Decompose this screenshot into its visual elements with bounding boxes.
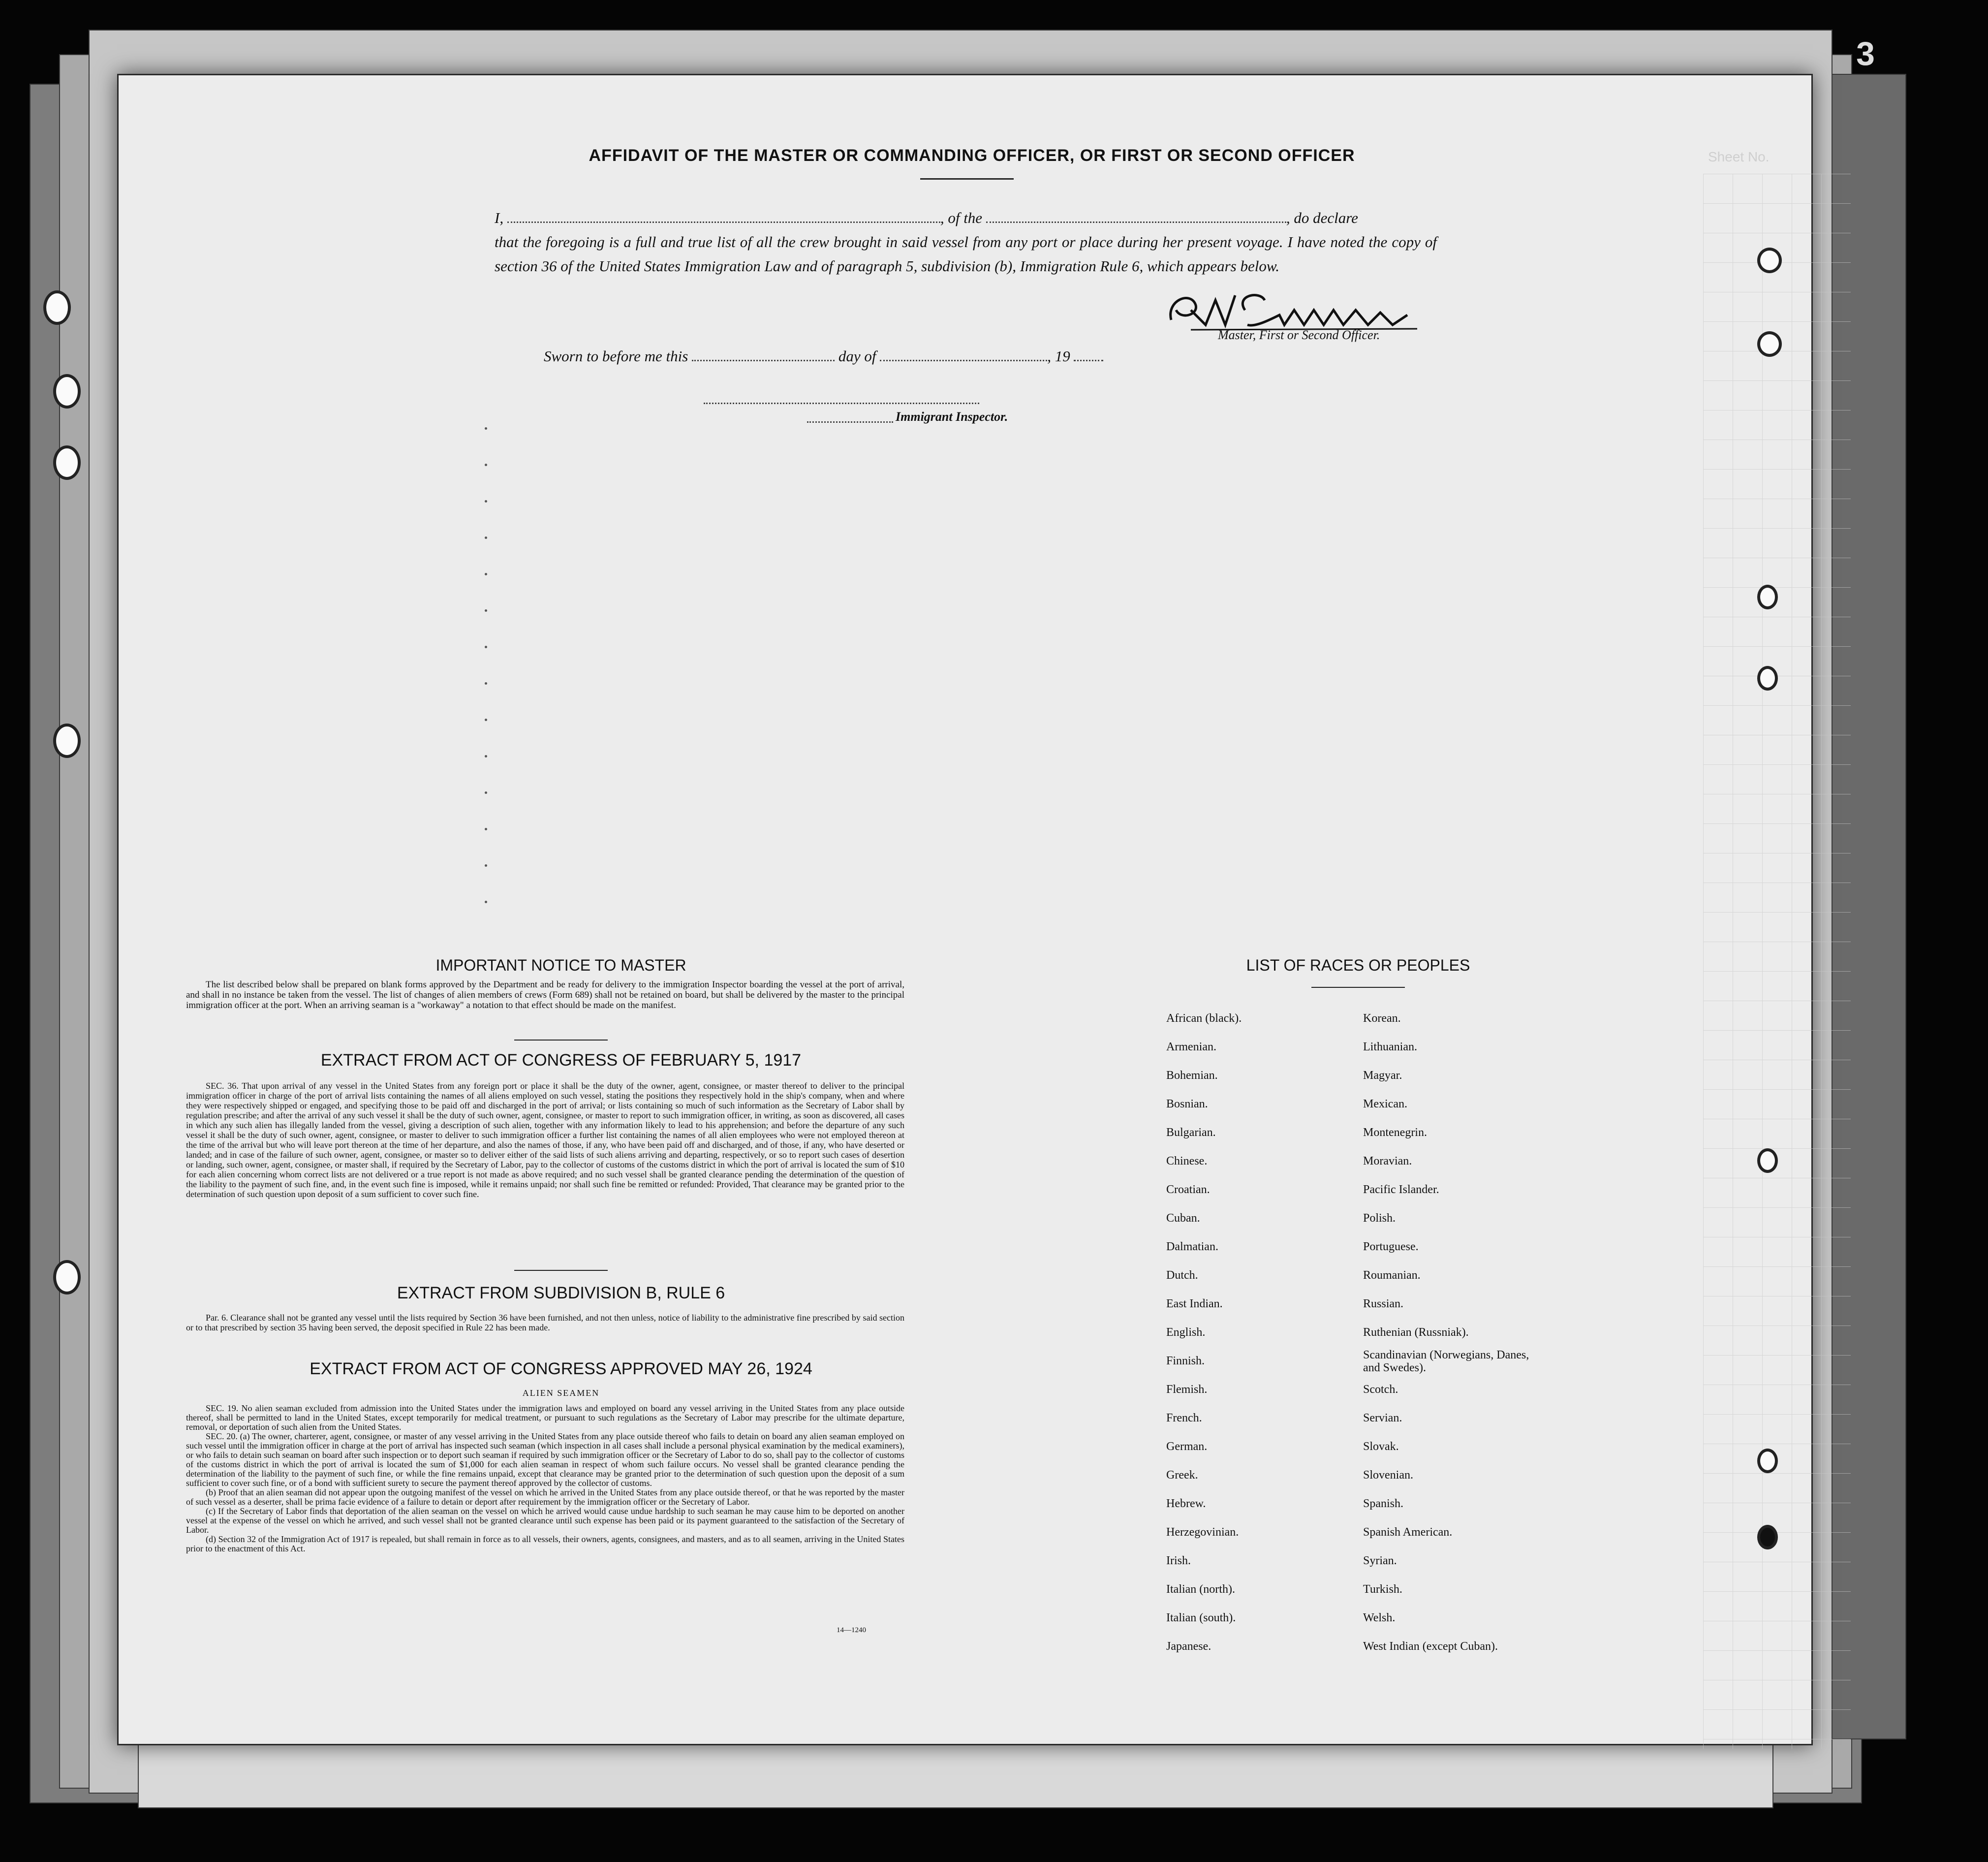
race-item: French. bbox=[1166, 1412, 1202, 1424]
name-blank[interactable] bbox=[507, 221, 940, 223]
race-item: East Indian. bbox=[1166, 1297, 1223, 1310]
race-item: Spanish. bbox=[1363, 1497, 1404, 1510]
row-marker bbox=[485, 719, 487, 721]
inspector-signature-line[interactable] bbox=[704, 403, 979, 404]
binder-hole-icon bbox=[1757, 1525, 1778, 1549]
declaration-body: that the foregoing is a full and true list of all the crew brought in said vessel from any port or place during her present voyage. I have noted the copy of section 36 of the United States Immigration Law and of paragraph 5, subdivision (b), Immigration Rule 6, which appears below. bbox=[495, 233, 1437, 275]
row-marker bbox=[485, 537, 487, 539]
extract-1924-paragraph: SEC. 19. No alien seaman excluded from admission into the United States under the immigration laws and employed on board any vessel arriving in the United States from any place outside thereof, shall be permitted to land in the United States, except temporarily for medical treatment, or pursuant to such regulations as the Secretary of Labor may prescribe for the ultimate departure, removal, or deportation of such alien from the United States. bbox=[186, 1403, 904, 1432]
race-item: Irish. bbox=[1166, 1554, 1191, 1567]
declaration-end: , do declare bbox=[1286, 209, 1358, 226]
sworn-line bbox=[544, 347, 1103, 365]
race-item: Dutch. bbox=[1166, 1269, 1198, 1282]
race-item: Polish. bbox=[1363, 1212, 1396, 1225]
races-title: LIST OF RACES OR PEOPLES bbox=[1246, 956, 1470, 974]
notice-title: IMPORTANT NOTICE TO MASTER bbox=[435, 956, 686, 974]
row-marker bbox=[485, 646, 487, 648]
binder-hole-icon bbox=[1757, 1449, 1778, 1473]
extract-1924-paragraph: (c) If the Secretary of Labor finds that deportation of the alien seaman on the vessel on which he arrived would cause undue hardship to such seaman he may cause him to be deported on another vessel at the expense of the vessel on which he arrived, and such vessel shall not be granted clearance until such expense has been paid or its payment guaranteed to the satisfaction of the Secretary of Labor. bbox=[186, 1506, 904, 1535]
race-item: Flemish. bbox=[1166, 1383, 1208, 1396]
race-item: Moravian. bbox=[1363, 1155, 1412, 1168]
race-item: Servian. bbox=[1363, 1412, 1402, 1424]
race-item: English. bbox=[1166, 1326, 1206, 1339]
race-item: Roumanian. bbox=[1363, 1269, 1421, 1282]
binder-hole-icon bbox=[53, 445, 81, 480]
row-marker bbox=[485, 464, 487, 466]
month-blank[interactable] bbox=[880, 360, 1047, 361]
binder-hole-icon bbox=[1757, 248, 1782, 273]
signature-caption: Master, First or Second Officer. bbox=[1218, 328, 1380, 342]
notice-text: The list described below shall be prepared on blank forms approved by the Department and be ready for delivery to the immigration Inspector boarding the vessel at the port of arrival, and shall in no instance be taken from the vessel. The list of changes of alien members of crews (Form 689) shall not be retained on board, but shall be delivered by the master to the principal immigration officer at the port. When an arriving seaman is a "workaway" a notation to that effect should be made on the manifest. bbox=[186, 979, 904, 1010]
extract-1917-text: SEC. 36. That upon arrival of any vessel in the United States from any foreign port or place it shall be the duty of the owner, agent, consignee, or master thereof to deliver to the principal immigration officer in charge of the port of arrival lists containing the names of all aliens employed on such vessel, stating the positions they respectively hold in the ship's company, when and where they were respectively shipped or engaged, and specifying those to be paid off and discharged in the port of arrival; or lists containing so much of such information as the Secretary of Labor shall by regulation prescribe; and after the arrival of any such vessel it shall be the duty of such owner, agent, consignee, or master to report to such immigration officer, in writing, as soon as discovered, all cases in which any such alien has illegally landed from the vessel, giving a description of such alien, together with any information likely to lead to his apprehension; and before the departure of any such vessel it shall be the duty of such owner, agent, consignee, or master to deliver to such immigration officer a further list containing the names of all alien employees who were not employed thereon at the time of the arrival but who will leave port thereon at the time of her departure, and also the names of those, if any, who have been paid off and discharged, and of those, if any, who have deserted or landed; and in case of the failure of such owner, agent, consignee, or master so to deliver either of the said lists of such aliens arriving and departing, respectively, or so to report such cases of desertion or landing, such owner, agent, consignee, or master shall, if required by the Secretary of Labor, pay to the collector of customs of the customs district in which the port of arrival is located the sum of $10 for each alien concerning whom correct lists are not delivered or a true report is not made as above required; and no such vessel shall be granted clearance pending the determination of the question of the liability to the payment of such fine, and, in the event such fine is imposed, while it remains unpaid; nor shall such fine be remitted or refunded: Provided, That clearance may be granted prior to the determination of such question upon deposit of a sum sufficient to cover such fine. bbox=[186, 1081, 904, 1199]
sworn-day: day of bbox=[838, 347, 876, 365]
row-marker bbox=[485, 427, 487, 430]
affidavit-title: AFFIDAVIT OF THE MASTER OR COMMANDING OFFICER, OR FIRST OR SECOND OFFICER bbox=[589, 146, 1355, 165]
form-number: 14—1240 bbox=[837, 1626, 866, 1634]
race-item: Bosnian. bbox=[1166, 1098, 1208, 1110]
race-item: Korean. bbox=[1363, 1012, 1401, 1025]
race-item: Italian (south). bbox=[1166, 1611, 1236, 1624]
race-item: Pacific Islander. bbox=[1363, 1183, 1439, 1196]
row-marker bbox=[485, 500, 487, 503]
race-item: Greek. bbox=[1166, 1469, 1198, 1482]
row-marker bbox=[485, 755, 487, 757]
extract-1924-paragraph: SEC. 20. (a) The owner, charterer, agent, consignee, or master of any vessel arriving in the United States from any place outside thereof who fails to detain on board any alien seaman employed on such vessel until the immigration officer in charge at the port of arrival has inspected such seaman (which inspection in all cases shall include a personal physical examination by the medical examiners), or who fails to detain such seaman on board after such inspection or to deport such seaman if required by such immigration officer or the Secretary of Labor to do so, shall pay to the collector of customs of the customs district in which the port of arrival is located the sum of $1,000 for each alien seaman in respect of whom such failure occurs. No vessel shall be granted clearance pending the determination of the liability to the payment of such fine, or while the fine remains unpaid, except that clearance may be granted prior to the determination of such question upon the deposit of a sum sufficient to cover such fine, or of a bond with sufficient surety to secure the payment thereof approved by the collector of customs. bbox=[186, 1431, 904, 1488]
row-marker bbox=[485, 828, 487, 830]
race-item: Welsh. bbox=[1363, 1611, 1396, 1624]
race-item: Russian. bbox=[1363, 1297, 1404, 1310]
race-item: German. bbox=[1166, 1440, 1208, 1453]
race-item: Slovak. bbox=[1363, 1440, 1399, 1453]
inspector-signature-line[interactable] bbox=[807, 421, 893, 423]
sheet-label: Sheet No. bbox=[1708, 149, 1770, 164]
declaration-of-the: , of the bbox=[940, 209, 983, 226]
extract-1924-paragraph: (d) Section 32 of the Immigration Act of 1917 is repealed, but shall remain in force as to all vessels, their owners, agents, consignees, and masters, and as to all seamen, arriving in the United States prior to the enactment of this Act. bbox=[186, 1534, 904, 1553]
race-item: Spanish American. bbox=[1363, 1526, 1453, 1539]
extract-rule6-text: Par. 6. Clearance shall not be granted any vessel until the lists required by Section 36 have been furnished, and not then unless, notice of liability to the administrative fine prescribed by said section or to that prescribed by section 35 having been served, the deposit specified in Rule 22 has been made. bbox=[186, 1313, 904, 1332]
extract-1924-paragraph: (b) Proof that an alien seaman did not appear upon the outgoing manifest of the vessel on which he arrived in the United States from any place outside thereof, or that he was reported by the master of such vessel as a deserter, shall be prima facie evidence of a failure to detain or deport after requirement by the immigration officer or the Secretary of Labor. bbox=[186, 1487, 904, 1507]
affidavit-text bbox=[495, 206, 1437, 278]
binder-hole-icon bbox=[1757, 666, 1778, 691]
race-item: Lithuanian. bbox=[1363, 1041, 1417, 1053]
declaration-i: I, bbox=[495, 209, 504, 226]
race-item: Italian (north). bbox=[1166, 1583, 1235, 1596]
row-marker bbox=[485, 682, 487, 685]
race-item: West Indian (except Cuban). bbox=[1363, 1640, 1498, 1653]
binder-hole-icon bbox=[53, 374, 81, 409]
binder-hole-icon bbox=[1757, 331, 1782, 357]
row-marker bbox=[485, 901, 487, 903]
day-blank[interactable] bbox=[692, 360, 835, 361]
binder-hole-icon bbox=[43, 290, 71, 325]
race-item: Mexican. bbox=[1363, 1098, 1407, 1110]
race-item: Bulgarian. bbox=[1166, 1126, 1216, 1139]
races-column-1 bbox=[1166, 1004, 1348, 1661]
race-item: African (black). bbox=[1166, 1012, 1242, 1025]
vessel-blank[interactable] bbox=[986, 221, 1286, 223]
race-item: Magyar. bbox=[1363, 1069, 1402, 1082]
race-item: Finnish. bbox=[1166, 1355, 1205, 1367]
year-blank[interactable] bbox=[1074, 360, 1103, 361]
race-item: Croatian. bbox=[1166, 1183, 1210, 1196]
race-item: Chinese. bbox=[1166, 1155, 1208, 1168]
binder-hole-icon bbox=[53, 1260, 81, 1294]
row-marker bbox=[485, 573, 487, 575]
race-item: Hebrew. bbox=[1166, 1497, 1206, 1510]
race-item: Portuguese. bbox=[1363, 1240, 1419, 1253]
declaration-line bbox=[495, 206, 1437, 230]
row-marker bbox=[485, 609, 487, 612]
races-column-2 bbox=[1363, 1004, 1545, 1661]
extract-1917-title: EXTRACT FROM ACT OF CONGRESS OF FEBRUARY 5, 1917 bbox=[320, 1051, 802, 1070]
race-item: Syrian. bbox=[1363, 1554, 1397, 1567]
divider bbox=[1311, 987, 1405, 988]
alien-seamen-subtitle: ALIEN SEAMEN bbox=[522, 1388, 600, 1398]
extract-1924-title: EXTRACT FROM ACT OF CONGRESS APPROVED MAY 26, 1924 bbox=[310, 1359, 812, 1378]
divider bbox=[920, 178, 1014, 180]
binder-hole-icon bbox=[1757, 585, 1778, 609]
divider bbox=[514, 1040, 608, 1041]
binder-hole-icon bbox=[1757, 1148, 1778, 1173]
divider bbox=[514, 1270, 608, 1271]
inspector-caption: Immigrant Inspector. bbox=[896, 410, 1008, 424]
race-item: Slovenian. bbox=[1363, 1469, 1413, 1482]
race-item: Ruthenian (Russniak). bbox=[1363, 1326, 1469, 1339]
binder-hole-icon bbox=[53, 724, 81, 758]
extract-1924-text bbox=[186, 1404, 904, 1553]
row-marker bbox=[485, 791, 487, 794]
sworn-year: , 19 bbox=[1047, 347, 1070, 365]
race-item: Bohemian. bbox=[1166, 1069, 1218, 1082]
race-item: Herzegovinian. bbox=[1166, 1526, 1239, 1539]
race-item: Dalmatian. bbox=[1166, 1240, 1218, 1253]
row-marker bbox=[485, 864, 487, 867]
sheet-number: 3 bbox=[1856, 35, 1875, 72]
race-item: Armenian. bbox=[1166, 1041, 1216, 1053]
race-item: Montenegrin. bbox=[1363, 1126, 1427, 1139]
race-item: Scandinavian (Norwegians, Danes, and Swedes). bbox=[1363, 1349, 1529, 1374]
race-item: Turkish. bbox=[1363, 1583, 1402, 1596]
ruled-grid-edge bbox=[1703, 174, 1851, 1749]
race-item: Japanese. bbox=[1166, 1640, 1211, 1653]
sworn-text: Sworn to before me this bbox=[544, 347, 688, 365]
race-item: Scotch. bbox=[1363, 1383, 1398, 1396]
extract-rule6-title: EXTRACT FROM SUBDIVISION B, RULE 6 bbox=[397, 1284, 725, 1302]
race-item: Cuban. bbox=[1166, 1212, 1200, 1225]
